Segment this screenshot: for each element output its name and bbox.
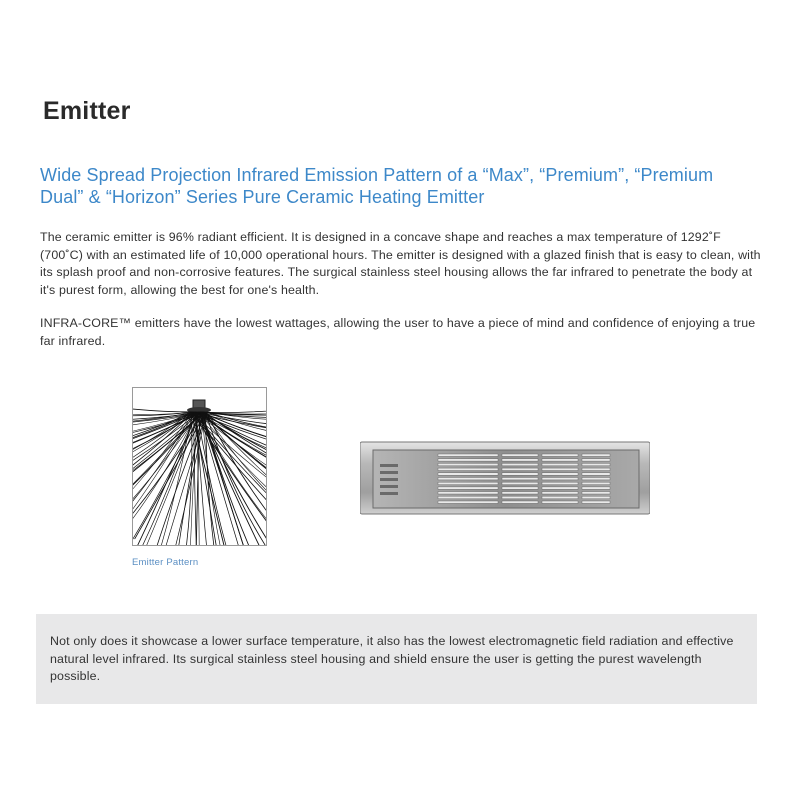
grille-slot: [542, 454, 578, 456]
grille-slot: [542, 473, 578, 475]
grille-slot: [582, 492, 610, 494]
grille-slot: [438, 487, 498, 489]
grille-slot: [542, 501, 578, 503]
vent-slot: [380, 478, 398, 481]
grille-slot: [502, 482, 538, 484]
grille-slot: [438, 496, 498, 498]
grille-slot: [542, 478, 578, 480]
grille-slot: [502, 454, 538, 456]
vent-slot: [380, 471, 398, 474]
wattage-paragraph: INFRA-CORE™ emitters have the lowest wattages, allowing the user to have a piece of mind and confidence of enjoying a true far infrared.: [40, 316, 756, 348]
grille-slot: [438, 459, 498, 461]
grille-slot: [502, 496, 538, 498]
grille-slot: [582, 473, 610, 475]
grille-slot: [582, 463, 610, 465]
grille-slot: [502, 501, 538, 503]
emitter-housing-illustration: [360, 438, 650, 518]
grille-slot: [502, 459, 538, 461]
grille-slot: [582, 468, 610, 470]
vent-slot: [380, 464, 398, 467]
emitter-housing-image: [360, 438, 650, 518]
grille-slot: [438, 473, 498, 475]
vent-slot: [380, 492, 398, 495]
grille-slot: [502, 487, 538, 489]
grille-slot: [582, 478, 610, 480]
grille-slot: [582, 459, 610, 461]
grille-slot: [542, 468, 578, 470]
grille-slot: [542, 492, 578, 494]
emitter-pattern-diagram: [132, 387, 267, 546]
grille-slot: [542, 482, 578, 484]
note-text: Not only does it showcase a lower surface temperature, it also has the lowest electromagnetic field radiation and effective natural level infrared. Its surgical stainless steel housing and shield ensure the user is getting the purest wavelength possible.: [50, 634, 734, 684]
emitter-pattern-caption: Emitter Pattern: [132, 557, 199, 568]
grille-slot: [542, 487, 578, 489]
grille-slot: [438, 463, 498, 465]
note-panel: [36, 614, 757, 704]
grille-slot: [582, 454, 610, 456]
grille-slot: [502, 492, 538, 494]
page-title: Emitter: [43, 97, 131, 125]
grille-slot: [582, 487, 610, 489]
grille-slot: [438, 482, 498, 484]
section-subtitle: Wide Spread Projection Infrared Emission Pattern of a “Max”, “Premium”, “Premium Dual” & “Horizon” Series Pure Ceramic Heating Emitter: [40, 165, 714, 207]
grille-slot: [502, 473, 538, 475]
grille-slot: [542, 496, 578, 498]
grille-slot: [438, 468, 498, 470]
grille-slot: [438, 454, 498, 456]
vent-slot: [380, 485, 398, 488]
grille-slot: [438, 501, 498, 503]
intro-paragraph: The ceramic emitter is 96% radiant efficient. It is designed in a concave shape and reaches a max temperature of 1292˚F (700˚C) with an estimated life of 10,000 operational hours. The emitter is designed with a glazed finish that is easy to clean, with its splash proof and non-corrosive features. The surgical stainless steel housing allows the far infrared to penetrate the body at it's purest form, allowing the best for one's health.: [40, 230, 761, 297]
grille-slot: [582, 501, 610, 503]
grille-slot: [438, 492, 498, 494]
grille-slot: [582, 482, 610, 484]
grille-slot: [438, 478, 498, 480]
grille-slot: [542, 463, 578, 465]
grille-slot: [502, 468, 538, 470]
emission-ray: [133, 394, 195, 412]
grille-slot: [502, 478, 538, 480]
grille-slot: [542, 459, 578, 461]
emission-rays-illustration: [133, 388, 266, 545]
grille-slot: [582, 496, 610, 498]
grille-slot: [502, 463, 538, 465]
